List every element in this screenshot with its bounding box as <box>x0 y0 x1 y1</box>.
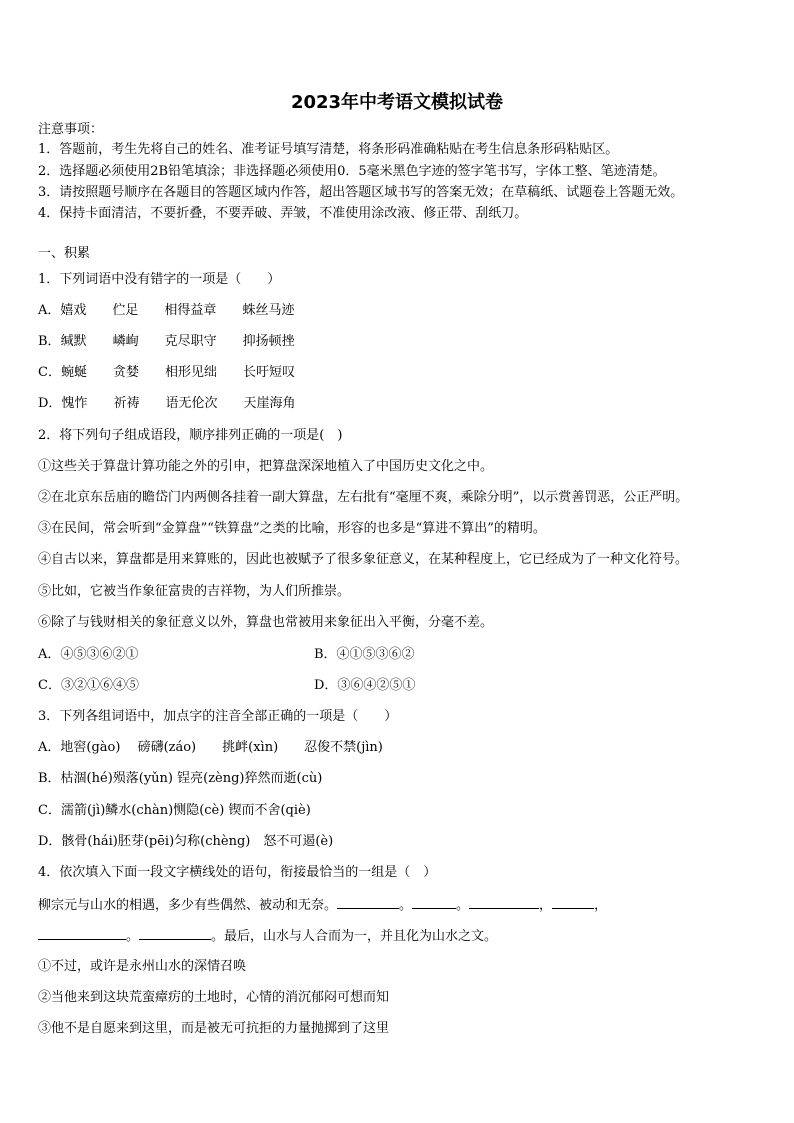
notice-item: 4．保持卡面清洁，不要折叠，不要弄破、弄皱，不准使用涂改液、修正带、刮纸刀。 <box>38 206 528 221</box>
option-word: 抑扬顿挫 <box>242 334 295 349</box>
question-4-item: ①不过，或许是永州山水的深情召唤 <box>38 959 247 974</box>
question-3-stem: 3．下列各组词语中，加点字的注音全部正确的一项是（ ） <box>38 709 398 724</box>
question-3-option-c[interactable]: C．濡箭(jì)鳞水(chàn)恻隐(cè) 锲而不舍(qiè) <box>38 803 311 818</box>
question-4-item: ②当他来到这块荒蛮瘴疠的土地时，心情的消沉郁闷可想而知 <box>38 990 390 1005</box>
option-label: A． <box>38 303 61 318</box>
option-word: 天崖海角 <box>243 396 296 411</box>
punctuation: 。 <box>126 929 140 944</box>
question-2-sentence: ②在北京东岳庙的瞻岱门内两侧各挂着一副大算盘，左右批有“毫厘不爽，乘除分明”，以示赏善罚恶，公正严明。 <box>38 490 689 505</box>
punctuation: ， <box>594 898 608 913</box>
question-2-option-c[interactable]: C．③②①⑥④⑤ <box>38 678 139 693</box>
answer-blank[interactable] <box>412 896 456 909</box>
punctuation: ， <box>539 898 553 913</box>
passage-text: 。最后，山水与人合而为一，并且化为山水之文。 <box>211 929 498 944</box>
question-1-option-c[interactable] <box>38 364 321 382</box>
punctuation: 。 <box>399 898 413 913</box>
question-2-stem: 2．将下列句子组成语段，顺序排列正确的一项是( ) <box>38 428 343 443</box>
question-2-option-b[interactable]: B．④①⑤③⑥② <box>314 647 415 662</box>
notice-heading: 注意事项： <box>38 122 104 137</box>
answer-blank[interactable] <box>469 896 539 909</box>
option-word: 克尽职守 <box>164 334 217 349</box>
notice-item: 1．答题前，考生先将自己的姓名、准考证号填写清楚，将条形码准确粘贴在考生信息条形码粘贴区。 <box>38 142 619 157</box>
question-4-passage-line-1 <box>38 896 607 915</box>
question-2-sentence: ①这些关于算盘计算功能之外的引申，把算盘深深地植入了中国历史文化之中。 <box>38 459 494 474</box>
option-label: B． <box>38 334 61 349</box>
option-label: C． <box>38 365 61 380</box>
option-word: 祈祷 <box>113 396 140 411</box>
option-word: 愧怍 <box>61 396 88 411</box>
answer-blank[interactable] <box>552 896 594 909</box>
question-2-option-d[interactable]: D．③⑥④②⑤① <box>314 678 416 693</box>
question-2-option-a[interactable]: A．④⑤③⑥②① <box>38 647 139 662</box>
question-2-sentence: ④自古以来，算盘都是用来算账的，因此也被赋予了很多象征意义，在某种程度上，它已经成为了一种文化符号。 <box>38 552 689 567</box>
question-4-stem: 4．依次填入下面一段文字横线处的语句，衔接最恰当的一组是（ ） <box>38 865 437 880</box>
option-word: 蜿蜒 <box>60 365 87 380</box>
question-3-option-b[interactable]: B．枯涸(hé)殒落(yǔn) 锃亮(zèng)猝然而逝(cù) <box>38 771 323 786</box>
answer-blank[interactable] <box>337 896 399 909</box>
option-word: 语无伦次 <box>165 396 218 411</box>
option-word: 蛛丝马迹 <box>242 303 295 318</box>
option-word: 伫足 <box>112 303 139 318</box>
option-word: 嶙峋 <box>112 334 139 349</box>
option-word: 缄默 <box>60 334 87 349</box>
question-3-option-d[interactable]: D．骸骨(hái)胚芽(pēi)匀称(chèng) 怒不可遏(è) <box>38 834 334 849</box>
option-word: 长吁短叹 <box>243 365 296 380</box>
question-2-sentence: ⑥除了与钱财相关的象征意义以外，算盘也常被用来象征出入平衡，分毫不差。 <box>38 615 494 630</box>
section-heading: 一、积累 <box>38 246 91 261</box>
question-1-option-d[interactable] <box>38 395 322 413</box>
option-word: 相得益章 <box>164 303 217 318</box>
question-1-option-a[interactable] <box>38 302 320 320</box>
question-2-sentence: ⑤比如，它被当作象征富贵的吉祥物，为人们所推崇。 <box>38 584 351 599</box>
punctuation: 。 <box>456 898 470 913</box>
option-word: 相形见绌 <box>164 365 217 380</box>
exam-title: 2023年中考语文模拟试卷 <box>290 92 504 113</box>
option-word: 贪婪 <box>112 365 139 380</box>
option-word: 嬉戏 <box>60 303 87 318</box>
notice-item: 3．请按照题号顺序在各题目的答题区域内作答，超出答题区域书写的答案无效；在草稿纸、试题卷上答题无效。 <box>38 185 684 200</box>
option-label: D． <box>38 396 62 411</box>
question-4-item: ③他不是自愿来到这里，而是被无可抗拒的力量抛掷到了这里 <box>38 1021 390 1036</box>
answer-blank[interactable] <box>38 927 126 940</box>
question-1-stem: 1．下列词语中没有错字的一项是（ ） <box>38 272 281 287</box>
question-2-sentence: ③在民间，常会听到“金算盘”“铁算盘”之类的比喻，形容的也多是“算进不算出”的精明。 <box>38 521 546 536</box>
notice-item: 2．选择题必须使用2B铅笔填涂；非选择题必须使用0．5毫米黑色字迹的签字笔书写，字体工整、笔迹清楚。 <box>38 164 666 179</box>
question-3-option-a[interactable]: A．地窖(gào) 磅礴(záo) 挑衅(xìn) 忍俊不禁(jìn) <box>38 740 383 755</box>
answer-blank[interactable] <box>139 927 211 940</box>
passage-text: 柳宗元与山水的相遇，多少有些偶然、被动和无奈。 <box>38 898 338 913</box>
question-4-passage-line-2 <box>38 927 497 946</box>
question-1-option-b[interactable] <box>38 333 321 351</box>
